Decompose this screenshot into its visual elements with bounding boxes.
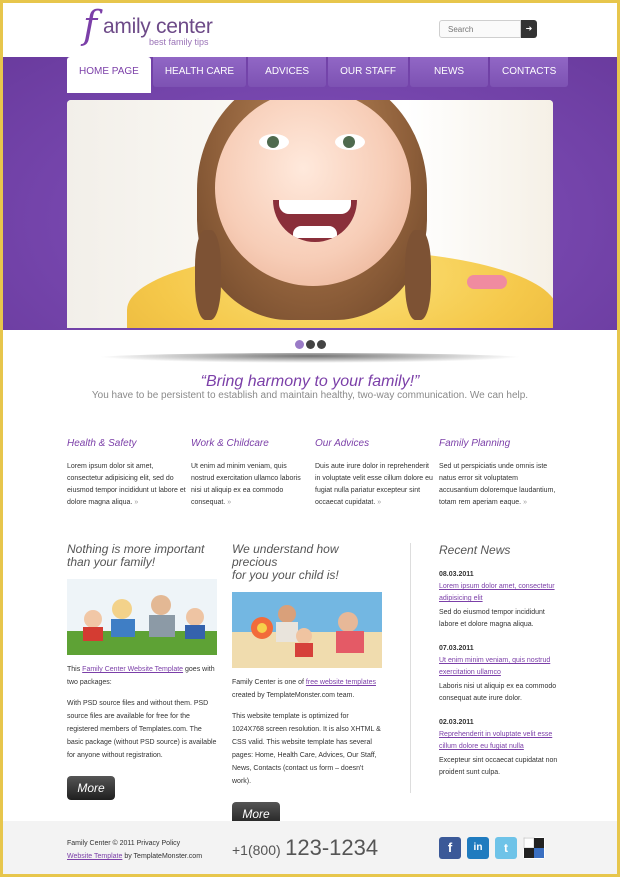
beach-photo bbox=[232, 592, 382, 668]
column-intro: This Family Center Website Template goes with two packages: bbox=[67, 666, 215, 686]
nav-health-care[interactable]: HEALTH CARE bbox=[153, 57, 246, 87]
more-button[interactable]: More bbox=[232, 802, 280, 826]
slider-pager bbox=[67, 330, 553, 354]
nav-our-staff[interactable]: OUR STAFF bbox=[328, 57, 408, 87]
arrow-icon[interactable]: » bbox=[377, 499, 382, 506]
news-item bbox=[439, 717, 559, 779]
column-heading: We understand how precious for you your child is! bbox=[232, 542, 339, 582]
slider-dot-3[interactable] bbox=[317, 340, 326, 349]
column-text: With PSD source files and without them. PSD source files are available for free for the registered members of Templates.com. The basic package (without PSD source) is available for anyone without registration. bbox=[67, 700, 217, 759]
arrow-icon[interactable]: » bbox=[134, 499, 139, 506]
feature-title[interactable]: Our Advices bbox=[315, 438, 370, 449]
arrow-icon[interactable]: » bbox=[227, 499, 232, 506]
news-text: Excepteur sint occaecat cupidatat non proident sunt culpa. bbox=[439, 757, 558, 776]
news-link[interactable]: Reprehenderit in voluptate velit esse cillum dolore eu fugiat nulla bbox=[439, 731, 553, 750]
footer-credits: Family Center © 2011 Privacy Policy Website Template by TemplateMonster.com bbox=[67, 837, 202, 863]
feature-text: Sed ut perspiciatis unde omnis iste natus error sit voluptatem accusantium doloremque laudantium, totam rem aperiam eaque. » bbox=[439, 463, 556, 506]
feature-text: Duis aute irure dolor in reprehenderit in voluptate velit esse cillum dolore eu fugiat nulla pariatur excepteur sint occaecat cupidatat. » bbox=[315, 463, 433, 506]
nav-contacts[interactable]: CONTACTS bbox=[490, 57, 568, 87]
logo-initial: f bbox=[83, 3, 98, 47]
logo-name: amily center bbox=[103, 15, 213, 38]
family-photo bbox=[67, 579, 217, 655]
feature-health-safety bbox=[67, 438, 187, 509]
social-links bbox=[439, 837, 551, 859]
intro-headline: “Bring harmony to your family!” bbox=[200, 373, 420, 390]
logo[interactable] bbox=[83, 3, 223, 49]
arrow-icon[interactable]: » bbox=[523, 499, 527, 506]
column-divider bbox=[410, 543, 411, 793]
copyright: Family Center © 2011 Privacy Policy bbox=[67, 840, 181, 847]
column-text: This website template is optimized for 1024X768 screen resolution. It is also XHTML & CSS valid. This website template has several pages: Home, Health Care, Advices, Our Staff, News, Contacts (contact us form – doesn't work). bbox=[232, 713, 381, 785]
nav-advices[interactable]: ADVICES bbox=[248, 57, 326, 87]
more-button[interactable]: More bbox=[67, 776, 115, 800]
page bbox=[3, 3, 617, 874]
website-template-link[interactable]: Website Template bbox=[67, 853, 123, 860]
slider-shadow bbox=[95, 353, 525, 363]
news-heading: Recent News bbox=[439, 543, 511, 557]
feature-family-planning bbox=[439, 438, 559, 509]
feature-title[interactable]: Health & Safety bbox=[67, 438, 137, 449]
feature-our-advices bbox=[315, 438, 435, 509]
news-date: 08.03.2011 bbox=[439, 571, 474, 578]
footer bbox=[3, 821, 617, 874]
nav-home-page[interactable]: HOME PAGE bbox=[67, 57, 151, 93]
feature-text: Ut enim ad minim veniam, quis nostrud exercitation ullamco laboris nisi ut aliquip ex ea commodo consequat. » bbox=[191, 463, 301, 506]
search-button[interactable] bbox=[521, 20, 537, 38]
news-text: Sed do eiusmod tempor incididunt labore et dolore magna aliqua. bbox=[439, 609, 545, 628]
news-text: Laboris nisi ut aliquip ex ea commodo consequat aute irure dolor. bbox=[439, 683, 557, 702]
intro-subline: You have to be persistent to establish and maintain healthy, two-way communication. We can help. bbox=[91, 390, 529, 401]
slider-dot-1[interactable] bbox=[295, 340, 304, 349]
feature-work-childcare bbox=[191, 438, 311, 509]
hero-slide-image bbox=[67, 100, 553, 328]
template-link[interactable]: Family Center Website Template bbox=[82, 666, 184, 673]
news-link[interactable]: Lorem ipsum dolor amet, consectetur adipisicing elit bbox=[439, 583, 555, 602]
facebook-icon[interactable]: f bbox=[439, 837, 461, 859]
news-date: 07.03.2011 bbox=[439, 645, 474, 652]
twitter-icon[interactable]: t bbox=[495, 837, 517, 859]
arrow-right-icon: ➜ bbox=[525, 24, 533, 33]
feature-title[interactable]: Work & Childcare bbox=[191, 438, 269, 449]
search-input[interactable] bbox=[439, 20, 521, 38]
nav-news[interactable]: NEWS bbox=[410, 57, 488, 87]
logo-tagline: best family tips bbox=[149, 37, 209, 47]
delicious-icon[interactable] bbox=[523, 837, 545, 859]
content-column-2 bbox=[232, 543, 382, 826]
news-date: 02.03.2011 bbox=[439, 719, 474, 726]
feature-title[interactable]: Family Planning bbox=[439, 438, 511, 449]
news-item bbox=[439, 643, 559, 705]
linkedin-icon[interactable]: in bbox=[467, 837, 489, 859]
slider-dot-2[interactable] bbox=[306, 340, 315, 349]
main-nav bbox=[67, 57, 570, 91]
feature-text: Lorem ipsum dolor sit amet, consectetur adipisicing elit, sed do eiusmod tempor incididunt ut labore et dolore magna aliqua. » bbox=[67, 463, 186, 506]
news-link[interactable]: Ut enim minim veniam, quis nostrud exercitation ullamco bbox=[439, 657, 551, 676]
recent-news bbox=[439, 543, 559, 791]
column-heading: Nothing is more important than your family! bbox=[67, 542, 205, 569]
template-link[interactable]: free website templates bbox=[305, 679, 376, 686]
search-box bbox=[439, 20, 537, 38]
content-column-1 bbox=[67, 543, 217, 800]
phone-number: +1(800) 123-1234 bbox=[232, 835, 379, 860]
news-item bbox=[439, 569, 559, 631]
column-intro: Family Center is one of free website templates created by TemplateMonster.com team. bbox=[232, 679, 376, 699]
